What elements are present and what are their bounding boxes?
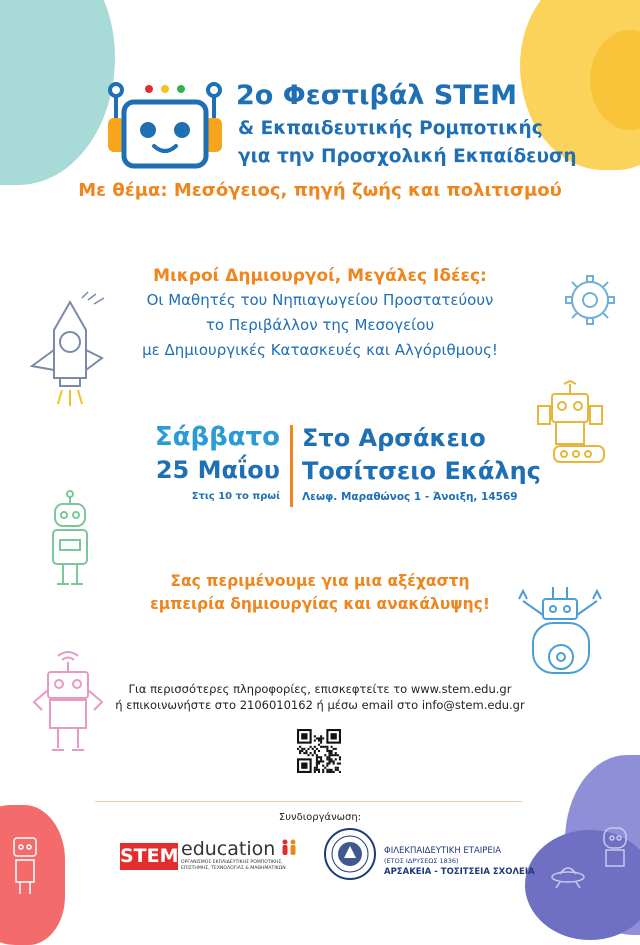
venue-address: Λεωφ. Μαραθώνος 1 - Άνοιξη, 14569 <box>302 491 518 503</box>
contact-info-line1: Για περισσότερες πληροφορίες, επισκεφτείτε το www.stem.edu.gr <box>128 682 512 696</box>
festival-subtitle-line2: για την Προσχολική Εκπαίδευση <box>238 146 577 167</box>
robot-blue-icon <box>515 585 610 685</box>
org-name-line3: ΑΡΣΑΚΕΙΑ - ΤΟΣΙΤΣΕΙΑ ΣΧΟΛΕΙΑ <box>384 867 535 877</box>
project-subtitle: Μικροί Δημιουργοί, Μεγάλες Ιδέες: <box>153 266 487 286</box>
project-description-line2: το Περιβάλλον της Μεσογείου <box>205 316 435 334</box>
project-description-line3: με Δημιουργικές Κατασκευές και Αλγόριθμους! <box>142 341 498 359</box>
stem-logo-box: STEM <box>120 843 178 870</box>
org-name-line1: ΦΙΛΕΚΠΑΙΔΕΥΤΙΚΗ ΕΤΑΙΡΕΙΑ <box>384 846 502 856</box>
festival-title: 2ο Φεστιβάλ STEM <box>236 80 518 111</box>
invitation-line1: Σας περιμένουμε για μια αξέχαστη <box>170 572 470 590</box>
stem-logo-word: education <box>181 838 276 860</box>
stem-logo-subtitle-line1: ΟΡΓΑΝΙΣΜΟΣ ΕΚΠΑΙΔΕΥΤΙΚΗΣ ΡΟΜΠΟΤΙΚΗΣ, <box>181 860 283 865</box>
org-name-line2: (ΕΤΟΣ ΙΔΡΥΣΕΩΣ 1836) <box>384 857 459 865</box>
venue-name-line1: Στο Αρσάκειο <box>302 424 486 452</box>
robot-yellow-icon <box>530 380 610 470</box>
stem-logo-subtitle-line2: ΕΠΙΣΤΗΜΗΣ, ΤΕΧΝΟΛΟΓΙΑΣ & ΜΑΘΗΜΑΤΙΚΩΝ <box>181 866 286 871</box>
contact-info-line2: ή επικοινωνήστε στο 2106010162 ή μέσω email στο info@stem.edu.gr <box>115 698 525 712</box>
rocket-icon <box>22 290 112 410</box>
event-time: Στις 10 το πρωί <box>191 491 280 502</box>
festival-subtitle-line1: & Εκπαιδευτικής Ρομποτικής <box>238 118 543 139</box>
robot-pink-icon <box>28 650 108 760</box>
venue-name-line2: Τοσίτσειο Εκάλης <box>302 457 541 485</box>
ufo-icon <box>548 862 588 890</box>
invitation-line2: εμπειρία δημιουργίας και ανακάλυψης! <box>150 595 490 613</box>
gear-icon <box>560 270 620 330</box>
arsakeio-seal-icon <box>323 827 377 881</box>
footer-divider <box>95 801 522 802</box>
event-divider <box>290 425 293 507</box>
qr-code-icon[interactable] <box>297 729 341 773</box>
robot-outline-bottom-right-icon <box>598 822 632 870</box>
event-day: Σάββατο <box>154 422 280 452</box>
festival-theme: Με θέμα: Μεσόγειος, πηγή ζωής και πολιτισμού <box>78 180 562 201</box>
event-date: 25 Μαΐου <box>155 456 280 484</box>
robot-white-doodle-icon <box>8 830 44 900</box>
robot-green-icon <box>45 488 95 598</box>
coorganization-label: Συνδιοργάνωση: <box>278 812 362 823</box>
decorative-blob-top-left <box>0 0 115 185</box>
robot-logo-icon <box>106 80 226 170</box>
people-icon <box>280 839 298 857</box>
project-description-line1: Οι Μαθητές του Νηπιαγωγείου Προστατεύουν <box>146 291 494 309</box>
